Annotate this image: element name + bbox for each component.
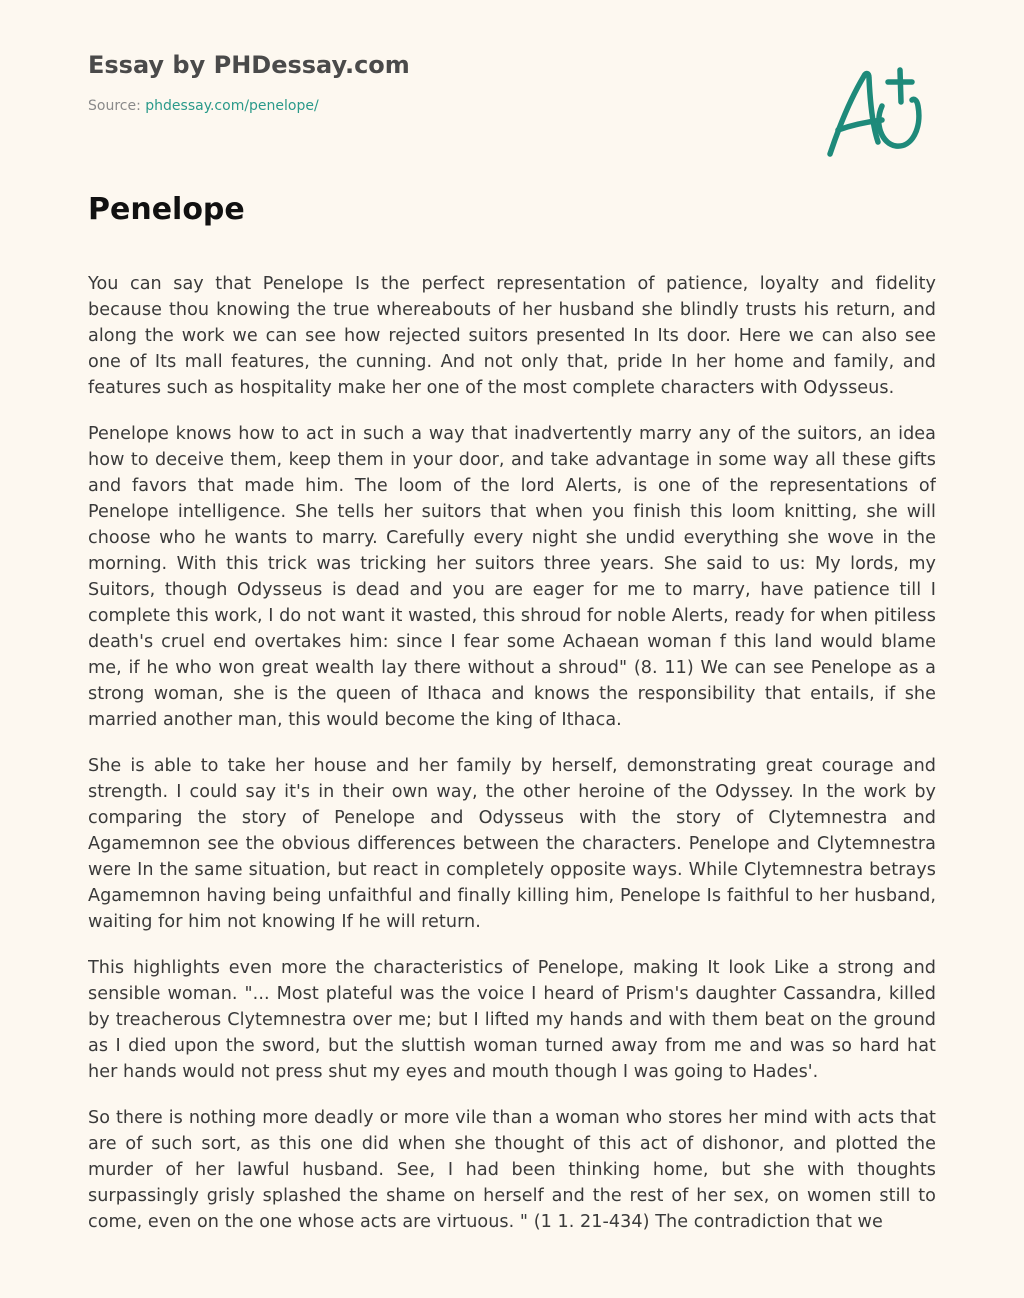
essay-body — [88, 271, 936, 1249]
essay-paragraph: So there is nothing more deadly or more vile than a woman who stores her mind with acts that are of such sort, as this one did when she thought of this act of dishonor, and plotted the murder of her lawful husband. See, I had been thinking home, but she with thoughts surpassingly grisly splashed the shame on herself and the rest of her sex, on women still to come, even on the one whose acts are virtuous. " (1 1. 21-434) The contradiction that we — [88, 1108, 936, 1232]
site-header — [88, 48, 788, 116]
source-line — [88, 96, 788, 116]
source-label: Source: — [88, 98, 141, 114]
essay-paragraph: You can say that Penelope Is the perfect representation of patience, loyalty and fidelity because thou knowing the true whereabouts of her husband she blindly trusts his return, and along the work we can see how rejected suitors presented In Its door. Here we can also see one of Its mall features, the cunning. And not only that, pride In her home and family, and features such as hospitality make her one of the most complete characters with Odysseus. — [88, 274, 936, 398]
site-title: Essay by PHDessay.com — [88, 51, 410, 79]
essay-paragraph: This highlights even more the characteristics of Penelope, making It look Like a strong and sensible woman. "... Most plateful was the voice I heard of Prism's daughter Cassandra, killed by treacherous Clytemnestra over me; but I lifted my hands and with them beat on the ground as I died upon the sword, but the sluttish woman turned away from me and was so hard hat her hands would not press shut my eyes and mouth though I was going to Hades'. — [88, 958, 936, 1082]
essay-paragraph: She is able to take her house and her family by herself, demonstrating great courage and strength. I could say it's in their own way, the other heroine of the Odyssey. In the work by comparing the story of Penelope and Odysseus with the story of Clytemnestra and Agamemnon see the obvious differences between the characters. Penelope and Clytemnestra were In the same situation, but react in completely opposite ways. While Clytemnestra betrays Agamemnon having being unfaithful and finally killing him, Penelope Is faithful to her husband, waiting for him not knowing If he will return. — [88, 756, 936, 932]
essay-paragraph: Penelope knows how to act in such a way that inadvertently marry any of the suitors, an idea how to deceive them, keep them in your door, and take advantage in some way all these gifts and favors that made him. The loom of the lord Alerts, is one of the representations of Penelope intelligence. She tells her suitors that when you finish this loom knitting, she will choose who he wants to marry. Carefully every night she undid everything she wove in the morning. With this trick was tricking her suitors three years. She said to us: My lords, my Suitors, though Odysseus is dead and you are eager for me to marry, have patience till I complete this work, I do not want it wasted, this shroud for noble Alerts, ready for when pitiless death's cruel end overtakes him: since I fear some Achaean woman f this land would blame me, if he who won great wealth lay there without a shroud" (8. 11) We can see Penelope as a strong woman, she is the queen of Ithaca and knows the responsibility that entails, if she married another man, this would become the king of Ithaca. — [88, 424, 936, 730]
a-plus-grade-icon — [822, 62, 932, 162]
page-title: Penelope — [88, 192, 245, 227]
source-link[interactable]: phdessay.com/penelope/ — [145, 98, 319, 114]
